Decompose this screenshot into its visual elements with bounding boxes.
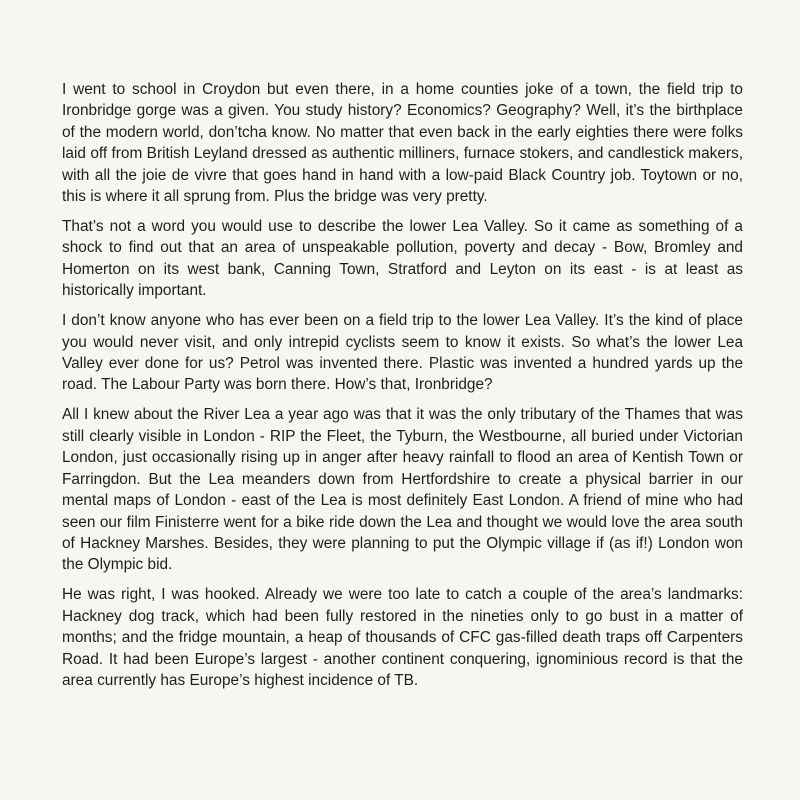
body-text: [62, 79, 743, 700]
paragraph-2: That’s not a word you would use to describe the lower Lea Valley. So it came as something of a shock to find out that an area of unspeakable pollution, poverty and decay - Bow, Bromley and Homerton on its west bank, Canning Town, Stratford and Leyton on its east - is at least as historically important.: [62, 218, 743, 300]
paragraph-5: He was right, I was hooked. Already we were too late to catch a couple of the area’s landmarks: Hackney dog track, which had been fully restored in the nineties only to go bust in a matter of months; and the fridge mountain, a heap of thousands of CFC gas-filled death traps off Carpenters Road. It had been Europe’s largest - another continent conquering, ignominious record is that the area currently has Europe’s highest incidence of TB.: [62, 586, 743, 689]
paragraph-3: I don’t know anyone who has ever been on a field trip to the lower Lea Valley. It’s the kind of place you would never visit, and only intrepid cyclists seem to know it exists. So what’s the lower Lea Valley ever done for us? Petrol was invented there. Plastic was invented a hundred yards up the road. The Labour Party was born there. How’s that, Ironbridge?: [62, 312, 743, 394]
paragraph-4: All I knew about the River Lea a year ago was that it was the only tributary of the Thames that was still clearly visible in London - RIP the Fleet, the Tyburn, the Westbourne, all buried under Victorian London, just occasionally rising up in anger after heavy rainfall to flood an area of Kentish Town or Farringdon. But the Lea meanders down from Hertfordshire to create a physical barrier in our mental maps of London - east of the Lea is most definitely East London. A friend of mine who had seen our film Finisterre went for a bike ride down the Lea and thought we would love the area south of Hackney Marshes. Besides, they were planning to put the Olympic village if (as if!) London won the Olympic bid.: [62, 406, 743, 574]
paragraph-1: I went to school in Croydon but even there, in a home counties joke of a town, the field trip to Ironbridge gorge was a given. You study history? Economics? Geography? Well, it’s the birthplace of the modern world, don’tcha know. No matter that even back in the early eighties there were folks laid off from British Leyland dressed as authentic milliners, furnace stokers, and candlestick makers, with all the joie de vivre that goes hand in hand with a low-paid Black Country job. Toytown or no, this is where it all sprung from. Plus the bridge was very pretty.: [62, 81, 743, 206]
